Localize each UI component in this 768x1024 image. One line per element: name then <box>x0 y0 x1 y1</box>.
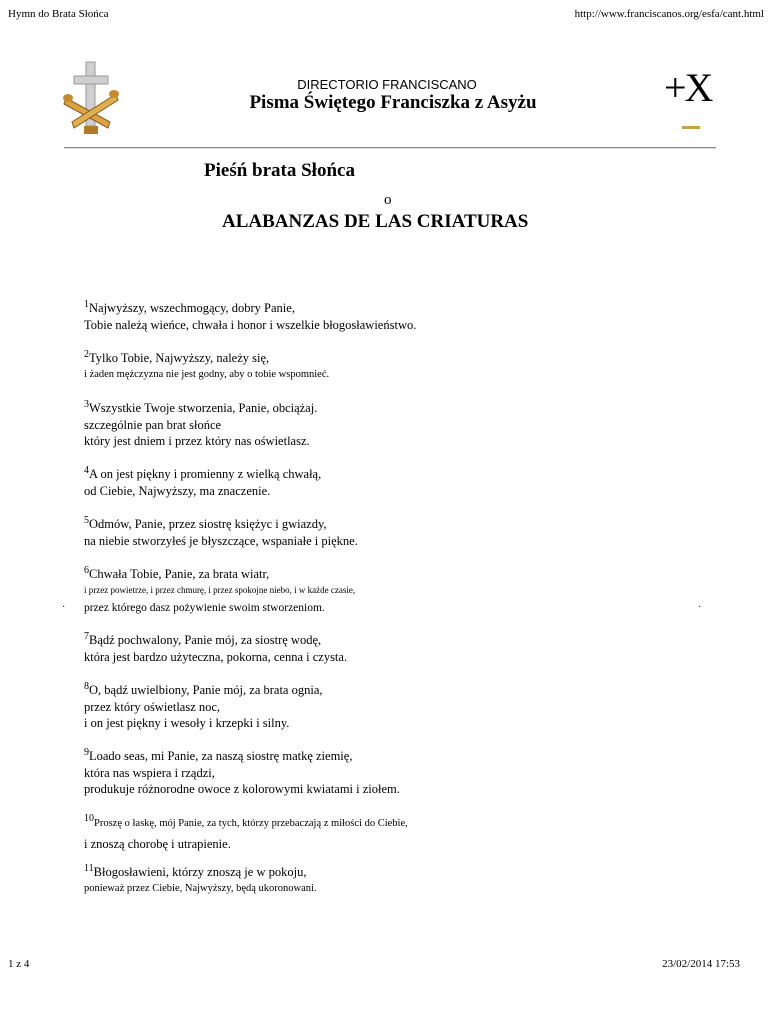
verse-line: Chwała Tobie, Panie, za brata wiatr, <box>89 567 270 581</box>
stanza-4 <box>84 466 321 499</box>
verse-line: Tobie należą wieńce, chwała i honor i wszelkie błogosławieństwo. <box>84 317 417 332</box>
document-connector: o <box>384 192 392 208</box>
verse-number: 9 <box>84 747 89 758</box>
verse-number: 8 <box>84 681 89 692</box>
site-subtitle: DIRECTORIO FRANCISCANO <box>297 77 477 92</box>
verse-number: 11 <box>84 863 94 874</box>
stanza-9 <box>84 748 400 798</box>
stanza-10 <box>84 814 408 852</box>
verse-line: Najwyższy, wszechmogący, dobry Panie, <box>89 301 295 315</box>
page-counter: 1 z 4 <box>8 958 30 970</box>
verse-number: 7 <box>84 631 89 642</box>
verse-line: od Ciebie, Najwyższy, ma znaczenie. <box>84 483 271 498</box>
stanza-5 <box>84 516 358 549</box>
verse-line: przez który oświetlasz noc, <box>84 699 221 714</box>
verse-line: Błogosławieni, którzy znoszą je w pokoju, <box>93 865 307 879</box>
verse-line: i żaden mężczyzna nie jest godny, aby o tobie wspomnieć. <box>84 368 330 380</box>
verse-number: 4 <box>84 465 89 476</box>
tau-logo <box>664 68 718 136</box>
stanza-8 <box>84 682 323 732</box>
document-subtitle: ALABANZAS DE LAS CRIATURAS <box>222 211 529 232</box>
verse-line: i znoszą chorobę i utrapienie. <box>84 836 231 851</box>
verse-line: która jest bardzo użyteczna, pokorna, cenna i czysta. <box>84 649 348 664</box>
verse-line: która nas wspiera i rządzi, <box>84 765 215 780</box>
print-header-title: Hymn do Brata Słońca <box>8 8 109 20</box>
stanza-11 <box>84 864 317 897</box>
verse-line: Proszę o łaskę, mój Panie, za tych, którzy przebaczają z miłości do Ciebie, <box>94 818 408 829</box>
verse-number: 2 <box>84 349 89 360</box>
stanza-6 <box>84 566 355 616</box>
verse-line: przez którego dasz pożywienie swoim stworzeniom. <box>84 601 325 614</box>
tau-logo-mark <box>682 126 700 129</box>
verse-line: i przez powietrze, i przez chmurę, i przez spokojne niebo, i w każde czasie, <box>84 584 356 595</box>
verse-line: Tylko Tobie, Najwyższy, należy się, <box>89 351 270 365</box>
document-title: Pieśń brata Słońca <box>204 160 355 181</box>
verse-line: szczególnie pan brat słońce <box>84 417 222 432</box>
stanza-3 <box>84 400 317 450</box>
tau-logo-glyph: +X <box>664 68 712 110</box>
verse-line: produkuje różnorodne owoce z kolorowymi kwiatami i ziołem. <box>84 782 400 796</box>
stanza-1 <box>84 300 416 333</box>
verse-line: Wszystkie Twoje stworzenia, Panie, obciążaj. <box>89 401 318 415</box>
print-header-url[interactable]: http://www.franciscanos.org/esfa/cant.html <box>574 8 764 20</box>
verse-line: A on jest piękny i promienny z wielką chwałą, <box>89 467 322 481</box>
verse-line: Bądź pochwalony, Panie mój, za siostrę wodę, <box>89 633 322 647</box>
verse-number: 10 <box>84 813 94 824</box>
page-mark-right: · <box>698 602 702 613</box>
verse-number: 5 <box>84 515 89 526</box>
verse-line: Odmów, Panie, przez siostrę księżyc i gwiazdy, <box>89 517 327 531</box>
verse-line: na niebie stworzyłeś je błyszczące, wspaniałe i piękne. <box>84 533 358 548</box>
verse-number: 1 <box>84 299 89 310</box>
header-divider <box>64 147 716 149</box>
page-mark-left: · <box>62 602 66 613</box>
verse-number: 3 <box>84 399 89 410</box>
verse-line: i on jest piękny i wesoły i krzepki i silny. <box>84 716 290 730</box>
verse-line: który jest dniem i przez który nas oświetlasz. <box>84 434 310 448</box>
site-title: Pisma Świętego Franciszka z Asyżu <box>249 92 537 113</box>
stanza-2 <box>84 350 329 383</box>
stanza-7 <box>84 632 347 665</box>
verse-line: Loado seas, mi Panie, za naszą siostrę matkę ziemię, <box>89 749 353 763</box>
verse-line: ponieważ przez Ciebie, Najwyższy, będą ukoronowani. <box>84 882 317 894</box>
print-timestamp: 23/02/2014 17:53 <box>662 958 740 970</box>
verse-line: O, bądź uwielbiony, Panie mój, za brata ognia, <box>89 683 323 697</box>
verse-number: 6 <box>84 565 89 576</box>
